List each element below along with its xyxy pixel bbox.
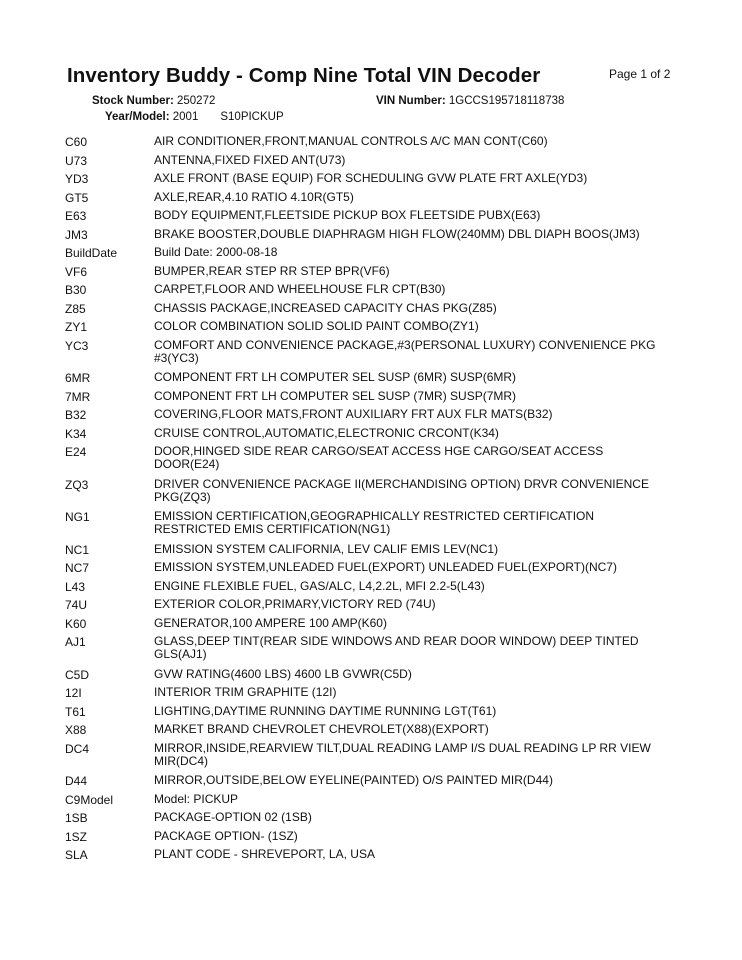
option-description: MARKET BRAND CHEVROLET CHEVROLET(X88)(EXPORT) <box>154 722 489 736</box>
option-description: DRIVER CONVENIENCE PACKAGE II(MERCHANDISING OPTION) DRVR CONVENIENCE PKG(ZQ3) <box>154 476 649 504</box>
list-item <box>0 336 742 369</box>
stock-number-label: Stock Number: <box>92 95 174 107</box>
option-code: NC7 <box>65 561 90 575</box>
option-code: ZQ3 <box>65 477 89 492</box>
year-model-label: Year/Model: <box>105 111 170 123</box>
option-description: MIRROR,INSIDE,REARVIEW TILT,DUAL READING LAMP I/S DUAL READING LP RR VIEW MIR(DC4) <box>154 740 651 768</box>
option-description: COMFORT AND CONVENIENCE PACKAGE,#3(PERSONAL LUXURY) CONVENIENCE PKG #3(YC3) <box>154 337 656 365</box>
option-code: AJ1 <box>65 635 86 649</box>
option-code: VF6 <box>65 264 88 279</box>
option-code: 1SB <box>65 811 88 825</box>
list-item <box>0 827 742 846</box>
option-code-list <box>0 132 742 864</box>
list-item <box>0 845 742 864</box>
stock-number-value: 250272 <box>177 95 216 107</box>
option-code: E63 <box>65 209 87 223</box>
vin-number-field <box>376 95 564 107</box>
option-code: C60 <box>65 135 88 149</box>
option-description: PACKAGE-OPTION 02 (1SB) <box>154 810 312 824</box>
option-code: B32 <box>65 408 87 422</box>
option-description: BUMPER,REAR STEP RR STEP BPR(VF6) <box>154 263 390 278</box>
option-description: INTERIOR TRIM GRAPHITE (12I) <box>154 685 337 699</box>
option-code: T61 <box>65 704 86 719</box>
list-item <box>0 808 742 827</box>
option-code: 6MR <box>65 371 91 385</box>
list-item <box>0 739 742 772</box>
option-description: COLOR COMBINATION SOLID SOLID PAINT COMBO(ZY1) <box>154 319 479 333</box>
option-code: E24 <box>65 445 87 459</box>
year-model-field <box>105 111 284 123</box>
model-value: S10PICKUP <box>220 111 284 123</box>
option-code: 1SZ <box>65 829 88 844</box>
list-item <box>0 790 742 809</box>
report-title: Inventory Buddy - Comp Nine Total VIN Decoder <box>67 64 541 87</box>
option-code: YC3 <box>65 338 89 353</box>
stock-number-field <box>92 95 215 107</box>
option-description: CHASSIS PACKAGE,INCREASED CAPACITY CHAS PKG(Z85) <box>154 300 497 315</box>
list-item <box>0 720 742 739</box>
list-item <box>0 225 742 244</box>
option-description: BODY EQUIPMENT,FLEETSIDE PICKUP BOX FLEETSIDE PUBX(E63) <box>154 208 541 222</box>
list-item <box>0 188 742 207</box>
list-item <box>0 405 742 424</box>
option-code: Z85 <box>65 301 86 316</box>
option-code: C9Model <box>65 792 114 807</box>
option-description: COVERING,FLOOR MATS,FRONT AUXILIARY FRT AUX FLR MATS(B32) <box>154 407 553 421</box>
list-item <box>0 442 742 475</box>
option-description: Model: PICKUP <box>154 791 239 806</box>
vin-number-value: 1GCCS195718118738 <box>448 95 565 107</box>
option-code: JM3 <box>65 227 88 242</box>
option-code: 7MR <box>65 389 91 404</box>
list-item <box>0 317 742 336</box>
option-description: PLANT CODE - SHREVEPORT, LA, USA <box>154 847 375 861</box>
option-description: LIGHTING,DAYTIME RUNNING DAYTIME RUNNING LGT(T61) <box>154 703 497 718</box>
option-description: Build Date: 2000-08-18 <box>154 245 278 259</box>
option-description: EMISSION SYSTEM,UNLEADED FUEL(EXPORT) UNLEADED FUEL(EXPORT)(NC7) <box>154 560 617 574</box>
option-description: EMISSION CERTIFICATION,GEOGRAPHICALLY RESTRICTED CERTIFICATION RESTRICTED EMIS CERTIFICATION(NG1) <box>154 509 595 536</box>
option-description: GVW RATING(4600 LBS) 4600 LB GVWR(C5D) <box>154 666 412 681</box>
list-item <box>0 702 742 721</box>
option-description: PACKAGE OPTION- (1SZ) <box>154 828 298 843</box>
list-item <box>0 558 742 577</box>
option-description: COMPONENT FRT LH COMPUTER SEL SUSP (7MR) SUSP(7MR) <box>154 388 517 403</box>
list-item <box>0 132 742 151</box>
option-code: L43 <box>65 579 86 594</box>
option-description: AXLE,REAR,4.10 RATIO 4.10R(GT5) <box>154 189 354 204</box>
list-item <box>0 614 742 633</box>
list-item <box>0 540 742 559</box>
list-item <box>0 475 742 508</box>
list-item <box>0 665 742 684</box>
option-description: AIR CONDITIONER,FRONT,MANUAL CONTROLS A/C MAN CONT(C60) <box>154 134 548 148</box>
list-item <box>0 507 742 540</box>
list-item <box>0 169 742 188</box>
vin-number-label: VIN Number: <box>376 95 446 107</box>
option-description: BRAKE BOOSTER,DOUBLE DIAPHRAGM HIGH FLOW(240MM) DBL DIAPH BOOS(JM3) <box>154 226 640 241</box>
option-code: BuildDate <box>65 246 118 260</box>
option-description: CARPET,FLOOR AND WHEELHOUSE FLR CPT(B30) <box>154 282 446 296</box>
option-code: GT5 <box>65 190 89 205</box>
option-description: MIRROR,OUTSIDE,BELOW EYELINE(PAINTED) O/S PAINTED MIR(D44) <box>154 773 553 787</box>
year-value: 2001 <box>172 111 199 123</box>
option-description: COMPONENT FRT LH COMPUTER SEL SUSP (6MR) SUSP(6MR) <box>154 370 517 384</box>
option-code: DC4 <box>65 741 90 756</box>
list-item <box>0 151 742 170</box>
option-code: K34 <box>65 426 87 441</box>
option-code: SLA <box>65 848 88 862</box>
option-code: ZY1 <box>65 320 88 334</box>
list-item <box>0 771 742 790</box>
list-item <box>0 280 742 299</box>
option-code: B30 <box>65 283 87 297</box>
option-code: U73 <box>65 153 88 168</box>
option-code: YD3 <box>65 172 89 186</box>
option-code: X88 <box>65 723 87 737</box>
list-item <box>0 632 742 665</box>
option-description: AXLE FRONT (BASE EQUIP) FOR SCHEDULING GVW PLATE FRT AXLE(YD3) <box>154 171 588 185</box>
option-description: EXTERIOR COLOR,PRIMARY,VICTORY RED (74U) <box>154 597 436 611</box>
option-code: C5D <box>65 667 90 682</box>
option-code: 74U <box>65 598 88 612</box>
list-item <box>0 595 742 614</box>
list-item <box>0 206 742 225</box>
option-description: ENGINE FLEXIBLE FUEL, GAS/ALC, L4,2.2L, MFI 2.2-5(L43) <box>154 578 485 593</box>
option-description: EMISSION SYSTEM CALIFORNIA, LEV CALIF EMIS LEV(NC1) <box>154 541 499 556</box>
option-description: GENERATOR,100 AMPERE 100 AMP(K60) <box>154 615 387 630</box>
option-code: NG1 <box>65 510 90 524</box>
option-code: NC1 <box>65 542 90 557</box>
list-item <box>0 368 742 387</box>
list-item <box>0 424 742 443</box>
option-code: 12I <box>65 686 82 700</box>
list-item <box>0 683 742 702</box>
page-number: Page 1 of 2 <box>609 67 671 81</box>
option-code: D44 <box>65 774 88 788</box>
list-item <box>0 299 742 318</box>
option-description: DOOR,HINGED SIDE REAR CARGO/SEAT ACCESS HGE CARGO/SEAT ACCESS DOOR(E24) <box>154 444 604 471</box>
list-item <box>0 387 742 406</box>
list-item <box>0 577 742 596</box>
option-code: K60 <box>65 616 87 631</box>
list-item <box>0 243 742 262</box>
option-description: CRUISE CONTROL,AUTOMATIC,ELECTRONIC CRCONT(K34) <box>154 425 499 440</box>
option-description: GLASS,DEEP TINT(REAR SIDE WINDOWS AND REAR DOOR WINDOW) DEEP TINTED GLS(AJ1) <box>154 634 639 661</box>
list-item <box>0 262 742 281</box>
option-description: ANTENNA,FIXED FIXED ANT(U73) <box>154 152 346 167</box>
